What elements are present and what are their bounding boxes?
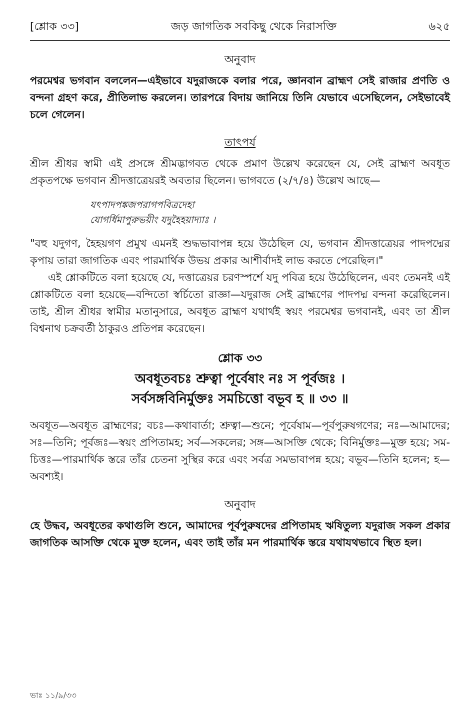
translation-heading: অনুবাদ	[224, 53, 256, 66]
translation-heading-2: অনুবাদ	[224, 498, 256, 511]
translation-text-2: হে উদ্ধব, অবধূতের কথাগুলি শুনে, আমাদের পূর্বপুরুষদের প্রপিতামহ ঋষিতুল্য যদুরাজ সকল প্রকার জাগতিক আসক্তি থেকে মুক্ত হলেন, এবং তাই তাঁর মন পারমার্থিক স্তরে যথাযথভাবে স্থিত হল।	[30, 520, 450, 549]
page-number: ৬২৫	[428, 20, 450, 33]
verse-number: শ্লোক ৩৩	[217, 351, 263, 365]
verse-line-2: সর্বসঙ্গবিনির্মুক্তঃ সমচিত্তো বভূব হ ॥ ৩৩ ॥	[131, 392, 349, 407]
synonyms-text: অবধূত—অবধূত ব্রাহ্মণের; বচঃ—কথাবার্তা; শ্রুত্বা—শুনে; পূর্বেষাম—পূর্বপুরুষগণের; নঃ—আমাদের; সঃ—তিনি; পূর্বজঃ—স্বয়ং প্রপিতামহ; সর্ব—সকলের; সঙ্গ—আসক্তি থেকে; বিনির্মুক্তঃ—মুক্ত হয়ে; সম-চিত্তঃ—পারমার্থিক স্তরে তাঁর চেতনা সুস্থির করে এবং সর্বত্র সমভাবাপন্ন হয়ে; বভূব—তিনি হলেন; হ—অবশ্যই।	[30, 420, 450, 483]
page	[30, 18, 450, 552]
purport-heading: তাৎপর্য	[224, 136, 256, 149]
quote-line-2: যোগর্ধিমাপুরুভয়ীং যদুহৈহয়াদ্যাঃ ।	[90, 215, 216, 226]
verse-line-1: অবধূতবচঃ শ্রুত্বা পূর্বেষাং নঃ স পূর্বজঃ ।	[134, 372, 346, 387]
page-header	[30, 18, 450, 41]
sanskrit-quote	[90, 198, 450, 228]
translation-text: পরমেশ্বর ভগবান বললেন—এইভাবে যদুরাজকে বলার পরে, জ্ঞানবান ব্রাহ্মণ সেই রাজার প্রণতি ও বন্দনা গ্রহণ করে, প্রীতিলাভ করলেন। তারপরে বিদায় জানিয়ে তিনি যেভাবে এসেছিলেন, সেইভাবেই চলে গেলেন।	[30, 75, 450, 121]
verse-text	[30, 370, 450, 410]
quote-line-1: যৎপাদপঙ্কজপরাগপবিত্রদেহা	[90, 200, 195, 211]
header-title: জড় জাগতিক সবকিছু থেকে নিরাসক্তি	[170, 20, 337, 33]
purport-paragraph-3: এই শ্লোকটিতে বলা হয়েছে যে, দত্তাত্রেয়র চরণস্পর্শে যদু পবিত্র হয়ে উঠেছিলেন, এবং তেমনই এই শ্লোকটিতে বলা হয়েছে—বন্দিতো স্বর্চিতো রাজ্ঞা—যদুরাজ সেই ব্রাহ্মণের পাদপদ্ম বন্দনা করেছিলেন। তাই, শ্রীল শ্রীধর স্বামীর মতানুসারে, অবধূত ব্রাহ্মণ যথার্থই স্বয়ং পরমেশ্বর ভগবানই, এবং তা শ্রীল বিশ্বনাথ চক্রবর্তী ঠাকুরও প্রতিপন্ন করেছেন।	[30, 272, 450, 335]
page-footer: ভাঃ ১১/৯/৩৩	[30, 691, 77, 700]
purport-paragraph-1: শ্রীল শ্রীধর স্বামী এই প্রসঙ্গে শ্রীমদ্ভাগবত থেকে প্রমাণ উল্লেখ করেছেন যে, সেই ব্রাহ্মণ অবধূত প্রকৃতপক্ষে ভগবান শ্রীদত্তাত্রেয়রই অবতার ছিলেন। ভাগবতে (২/৭/৪) উল্লেখ আছে—	[30, 158, 450, 187]
purport-paragraph-2: "বহু যদুগণ, হৈহয়গণ প্রমুখ এমনই শুদ্ধভাবাপন্ন হয়ে উঠেছিল যে, ভগবান শ্রীদত্তাত্রেয়র পাদপদ্মের কৃপায় তারা জাগতিক এবং পারমার্থিক উভয় প্রকার আশীর্বাদই লাভ করতে পেরেছিল।"	[30, 238, 450, 267]
header-verse-ref: [শ্লোক ৩৩]	[30, 20, 79, 33]
